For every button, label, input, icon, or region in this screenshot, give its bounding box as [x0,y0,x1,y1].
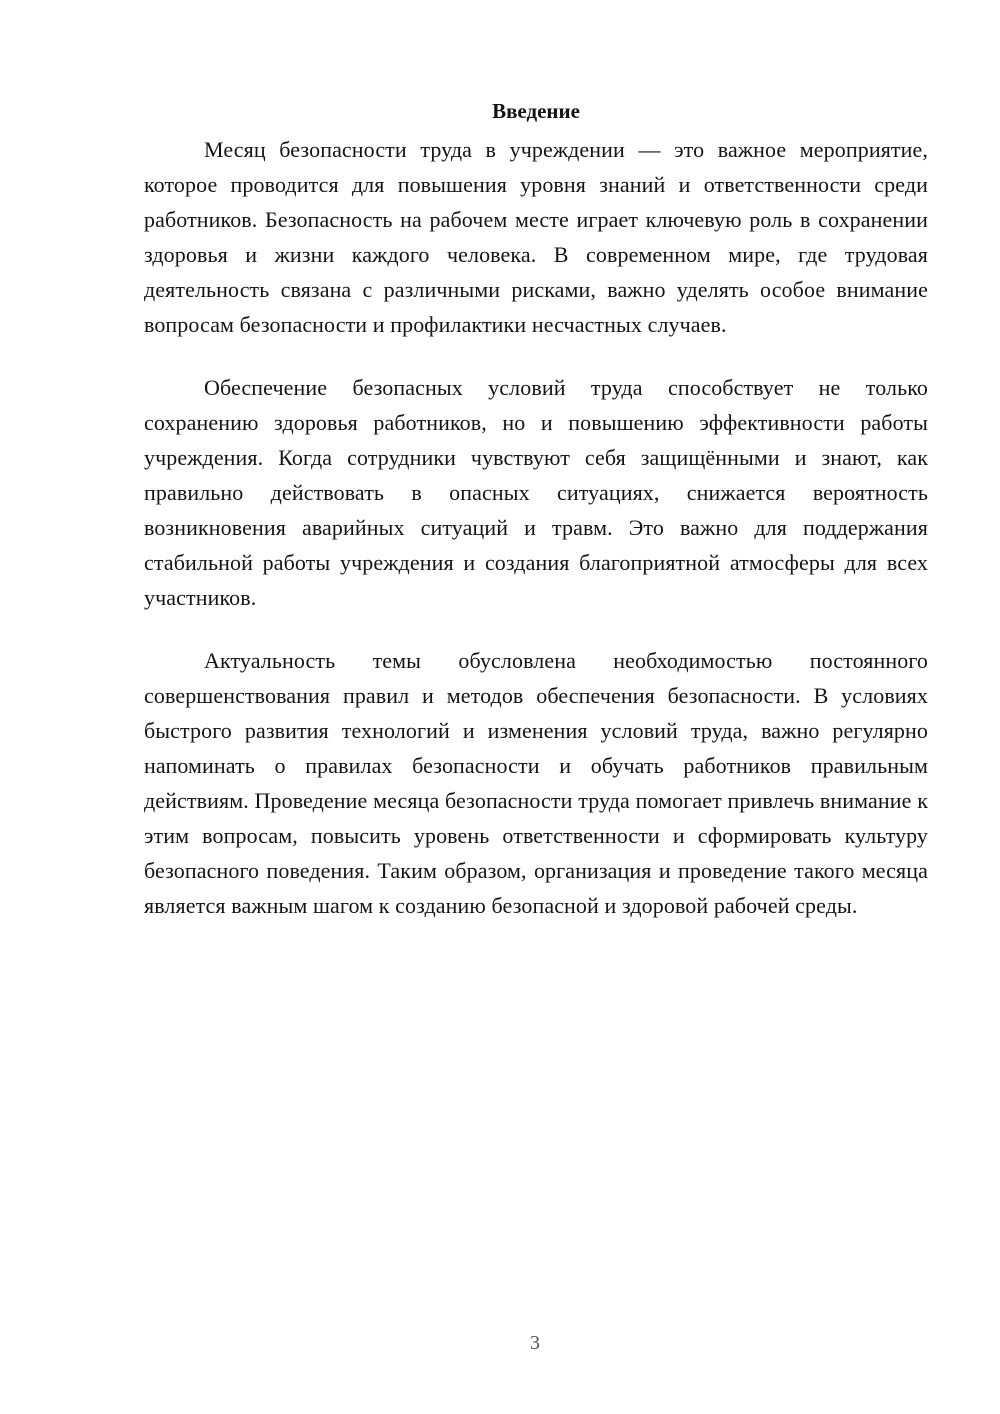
paragraph-1: Месяц безопасности труда в учреждении — это важное мероприятие, которое проводится для повышения уровня знаний и ответственности среди работников. Безопасность на рабочем месте играет ключевую роль в сохранении здоровья и жизни каждого человека. В современном мире, где трудовая деятельность связана с различными рисками, важно уделять особое внимание вопросам безопасности и профилактики несчастных случаев. [144,137,928,337]
page-number: 3 [530,1332,540,1354]
page-content [144,96,928,951]
paragraph-3: Актуальность темы обусловлена необходимостью постоянного совершенствования правил и методов обеспечения безопасности. В условиях быстрого развития технологий и изменения условий труда, важно регулярно напоминать о правилах безопасности и обучать работников правильным действиям. Проведение месяца безопасности труда помогает привлечь внимание к этим вопросам, повысить уровень ответственности и сформировать культуру безопасного поведения. Таким образом, организация и проведение такого месяца является важным шагом к созданию безопасной и здоровой рабочей среды. [144,648,928,918]
paragraph-2: Обеспечение безопасных условий труда способствует не только сохранению здоровья работников, но и повышению эффективности работы учреждения. Когда сотрудники чувствуют себя защищёнными и знают, как правильно действовать в опасных ситуациях, снижается вероятность возникновения аварийных ситуаций и травм. Это важно для поддержания стабильной работы учреждения и создания благоприятной атмосферы для всех участников. [144,375,928,610]
section-title: Введение [492,99,580,123]
